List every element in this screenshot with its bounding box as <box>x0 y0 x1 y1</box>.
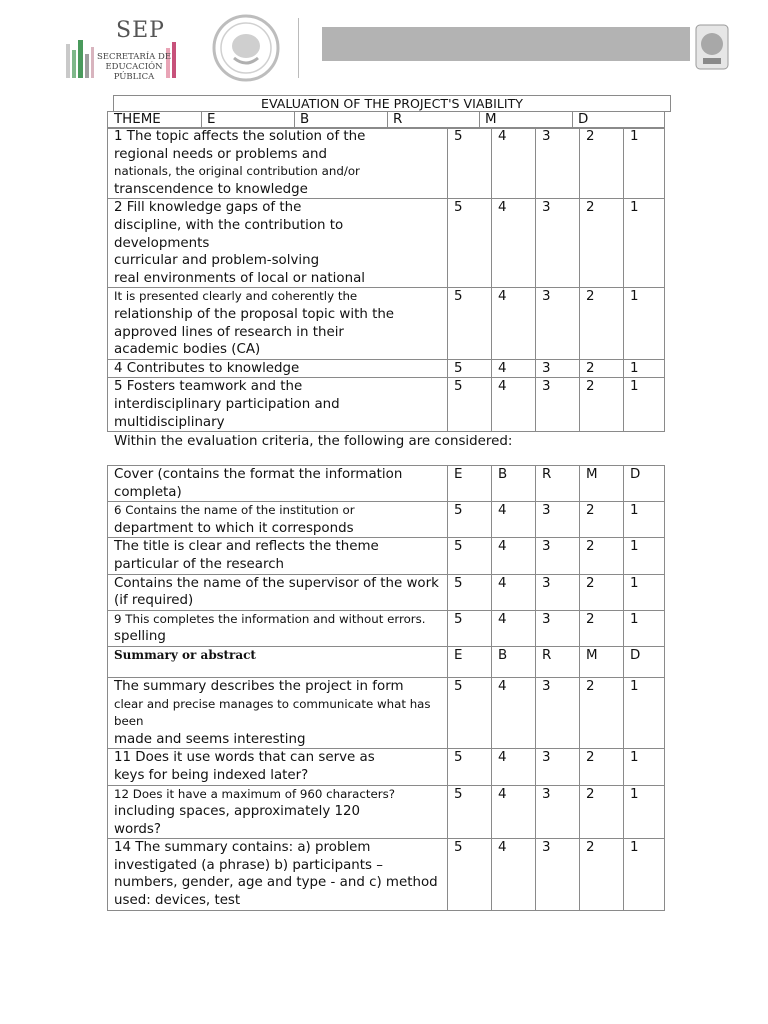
score-cell: 5 <box>448 785 492 839</box>
score-cell: 4 <box>492 749 536 785</box>
score-cell: 5 <box>448 610 492 646</box>
score-cell: E <box>448 646 492 677</box>
score-cell: 2 <box>580 785 624 839</box>
table-row <box>108 538 665 574</box>
score-cell: 2 <box>580 749 624 785</box>
institution-banner <box>322 27 690 61</box>
table-row <box>108 378 665 432</box>
sep-subtitle-line1: SECRETARÍA DE <box>96 52 172 62</box>
score-cell: 3 <box>536 128 580 199</box>
score-cell: 5 <box>448 199 492 288</box>
score-cell: 1 <box>624 378 665 432</box>
criterion-text-line: department to which it corresponds <box>114 520 354 536</box>
sep-subtitle-line2: EDUCACIÓN PÚBLICA <box>105 62 163 82</box>
score-cell: 3 <box>536 677 580 748</box>
criterion-text-line: curricular and problem-solving <box>114 253 320 269</box>
institution-emblem-icon <box>695 24 729 70</box>
header-r: R <box>393 112 403 127</box>
criterion-text-line: completa) <box>114 484 182 500</box>
criterion-text-line: (if required) <box>114 593 194 609</box>
criterion-cell <box>108 839 448 910</box>
criterion-text-line: spelling <box>114 629 166 645</box>
score-cell: 1 <box>624 749 665 785</box>
score-cell: 4 <box>492 785 536 839</box>
score-cell: 4 <box>492 677 536 748</box>
score-cell: 3 <box>536 288 580 359</box>
score-cell: 2 <box>580 610 624 646</box>
score-cell: 1 <box>624 199 665 288</box>
score-cell: 2 <box>580 378 624 432</box>
criterion-text-line: particular of the research <box>114 556 285 572</box>
table-row <box>108 574 665 610</box>
criterion-text-line: investigated (a phrase) b) participants – <box>114 857 383 873</box>
criterion-text-line: The summary describes the project in form <box>114 678 404 694</box>
table-row <box>108 199 665 288</box>
page-header <box>0 0 768 90</box>
score-cell: D <box>624 466 665 502</box>
score-cell: 2 <box>580 538 624 574</box>
score-cell: 4 <box>492 359 536 378</box>
sep-logo-word: SEP <box>116 18 165 43</box>
score-cell: 4 <box>492 610 536 646</box>
score-cell: B <box>492 646 536 677</box>
score-cell: 3 <box>536 502 580 538</box>
table-row <box>108 646 665 677</box>
criterion-text-line: interdisciplinary participation and <box>114 396 340 412</box>
criteria-table <box>107 465 665 911</box>
table-row <box>108 128 665 199</box>
header-e: E <box>207 112 216 127</box>
score-cell: 1 <box>624 785 665 839</box>
score-cell: 5 <box>448 749 492 785</box>
criterion-text-line: used: devices, test <box>114 893 241 909</box>
table-row <box>108 749 665 785</box>
criterion-text-line: The title is clear and reflects the theme <box>114 539 379 555</box>
score-cell: 5 <box>448 378 492 432</box>
score-cell: 1 <box>624 610 665 646</box>
table-row <box>108 502 665 538</box>
criterion-text-line: 1 The topic affects the solution of the <box>114 129 366 144</box>
header-d: D <box>578 112 589 127</box>
score-cell: 3 <box>536 199 580 288</box>
criterion-cell <box>108 677 448 748</box>
criterion-text-line: It is presented clearly and coherently the <box>114 289 358 304</box>
score-cell: 2 <box>580 199 624 288</box>
criteria-intro-text: Within the evaluation criteria, the following are considered: <box>114 434 513 449</box>
criterion-text-line: 12 Does it have a maximum of 960 characters? <box>114 786 396 801</box>
score-cell: 5 <box>448 677 492 748</box>
criterion-text-line: 4 Contributes to knowledge <box>114 360 300 376</box>
score-cell: 2 <box>580 288 624 359</box>
score-cell: 1 <box>624 288 665 359</box>
criterion-cell <box>108 502 448 538</box>
score-cell: 5 <box>448 574 492 610</box>
score-cell: 3 <box>536 785 580 839</box>
score-cell: D <box>624 646 665 677</box>
score-cell: 4 <box>492 839 536 910</box>
score-cell: R <box>536 646 580 677</box>
criterion-text-line: nationals, the original contribution and/or <box>114 164 360 179</box>
criterion-cell <box>108 785 448 839</box>
score-cell: 1 <box>624 359 665 378</box>
criterion-text-line: approved lines of research in their <box>114 324 344 340</box>
score-cell: 1 <box>624 574 665 610</box>
criterion-cell <box>108 359 448 378</box>
score-cell: 4 <box>492 288 536 359</box>
criterion-cell <box>108 378 448 432</box>
sep-logo-subtitle <box>94 52 174 82</box>
score-cell: 4 <box>492 128 536 199</box>
table-row <box>108 288 665 359</box>
score-cell: 4 <box>492 502 536 538</box>
criterion-text-line: academic bodies (CA) <box>114 342 261 358</box>
criterion-text-line: keys for being indexed later? <box>114 767 309 783</box>
score-cell: E <box>448 466 492 502</box>
header-b: B <box>300 112 310 127</box>
score-cell: 2 <box>580 502 624 538</box>
score-cell: 4 <box>492 538 536 574</box>
score-cell: 1 <box>624 128 665 199</box>
criterion-text-line: 11 Does it use words that can serve as <box>114 750 375 766</box>
table-row <box>108 359 665 378</box>
score-cell: R <box>536 466 580 502</box>
header-theme: THEME <box>114 112 161 127</box>
criterion-text-line: regional needs or problems and <box>114 146 328 162</box>
score-cell: 5 <box>448 359 492 378</box>
score-cell: B <box>492 466 536 502</box>
criterion-text-line: 2 Fill knowledge gaps of the <box>114 200 302 216</box>
mexican-seal-icon <box>212 14 280 82</box>
score-cell: 2 <box>580 574 624 610</box>
score-cell: 2 <box>580 677 624 748</box>
table-row <box>108 839 665 910</box>
score-cell: 2 <box>580 359 624 378</box>
table-row <box>108 785 665 839</box>
score-cell: 3 <box>536 839 580 910</box>
table-row <box>108 466 665 502</box>
criterion-cell <box>108 288 448 359</box>
score-cell: 3 <box>536 359 580 378</box>
score-cell: 3 <box>536 749 580 785</box>
score-cell: 1 <box>624 538 665 574</box>
score-cell: 5 <box>448 839 492 910</box>
score-cell: 3 <box>536 538 580 574</box>
criterion-text-line: made and seems interesting <box>114 731 306 747</box>
table-row <box>108 610 665 646</box>
criterion-cell <box>108 574 448 610</box>
viability-title: EVALUATION OF THE PROJECT'S VIABILITY <box>113 95 671 112</box>
criterion-cell <box>108 646 448 677</box>
criterion-text-line: relationship of the proposal topic with the <box>114 306 395 322</box>
score-cell: 1 <box>624 502 665 538</box>
score-cell: 5 <box>448 288 492 359</box>
criterion-text-line: numbers, gender, age and type - and c) method <box>114 875 438 891</box>
criterion-text-line: real environments of local or national <box>114 270 365 286</box>
score-cell: 5 <box>448 538 492 574</box>
criterion-cell <box>108 538 448 574</box>
table-row <box>108 677 665 748</box>
criterion-text-line: clear and precise manages to communicate what has been <box>114 696 431 729</box>
header-m: M <box>485 112 497 127</box>
criterion-text-line: transcendence to knowledge <box>114 181 308 197</box>
score-cell: 3 <box>536 574 580 610</box>
criterion-text-line: 9 This completes the information and without errors. <box>114 611 426 626</box>
criterion-text-line: 6 Contains the name of the institution or <box>114 503 355 518</box>
criterion-cell <box>108 128 448 199</box>
score-cell: 2 <box>580 839 624 910</box>
criterion-text-line: multidisciplinary <box>114 414 225 430</box>
criterion-text-line: Summary or abstract <box>114 647 256 662</box>
viability-table <box>107 127 665 432</box>
score-cell: 4 <box>492 574 536 610</box>
score-cell: 4 <box>492 199 536 288</box>
score-cell: 4 <box>492 378 536 432</box>
criterion-text-line: Contains the name of the supervisor of the work <box>114 575 439 591</box>
score-cell: 5 <box>448 502 492 538</box>
criterion-text-line: discipline, with the contribution to developments <box>114 217 344 251</box>
sep-logo <box>66 14 176 80</box>
score-cell: M <box>580 466 624 502</box>
criterion-text-line: including spaces, approximately 120 <box>114 804 361 820</box>
score-cell: M <box>580 646 624 677</box>
header-divider <box>298 18 299 78</box>
score-cell: 5 <box>448 128 492 199</box>
criterion-cell <box>108 199 448 288</box>
score-cell: 3 <box>536 610 580 646</box>
criterion-text-line: 5 Fosters teamwork and the <box>114 379 303 395</box>
score-cell: 1 <box>624 677 665 748</box>
criterion-text-line: Cover (contains the format the information <box>114 467 403 482</box>
criterion-cell <box>108 749 448 785</box>
criterion-cell <box>108 610 448 646</box>
score-cell: 3 <box>536 378 580 432</box>
criterion-cell <box>108 466 448 502</box>
score-cell: 2 <box>580 128 624 199</box>
score-cell: 1 <box>624 839 665 910</box>
criterion-text-line: words? <box>114 821 161 837</box>
criterion-text-line: 14 The summary contains: a) problem <box>114 840 371 856</box>
